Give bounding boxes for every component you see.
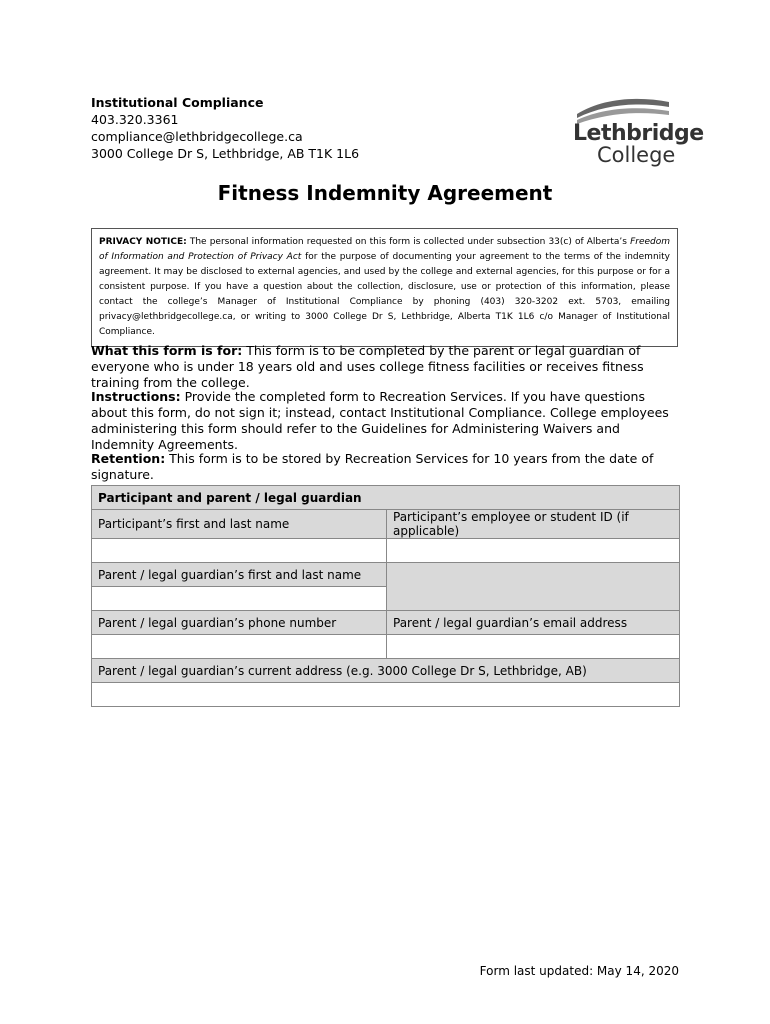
- logo-line1: Lethbridge: [573, 121, 704, 146]
- guardian-email-field[interactable]: [387, 635, 680, 659]
- guardian-phone-label: Parent / legal guardian’s phone number: [92, 611, 387, 635]
- guardian-address-field[interactable]: [92, 683, 680, 707]
- instructions-text: Provide the completed form to Recreation Services. If you have questions about this form, do not sign it; instead, contact Institutional Compliance. College employees administering this form should refer to the Guidelines for Administering Waivers and Indemnity Agreements.: [91, 389, 669, 452]
- page-title: Fitness Indemnity Agreement: [217, 181, 553, 205]
- purpose-paragraph: [91, 343, 683, 391]
- contact-org: Institutional Compliance: [91, 95, 264, 110]
- contact-phone: 403.320.3361: [91, 112, 179, 127]
- privacy-text-1: The personal information requested on this form is collected under subsection 33(c) of Alberta’s: [186, 237, 631, 247]
- blank-gray-cell: [387, 563, 680, 611]
- privacy-act-name: Freedom of Information and Protection of Privacy Act: [99, 237, 671, 262]
- privacy-notice: [91, 228, 678, 347]
- guardian-name-field[interactable]: [92, 587, 387, 611]
- form-section-title: Participant and parent / legal guardian: [92, 486, 680, 510]
- guardian-email-label: Parent / legal guardian’s email address: [387, 611, 680, 635]
- guardian-address-label: Parent / legal guardian’s current address (e.g. 3000 College Dr S, Lethbridge, AB): [92, 659, 680, 683]
- contact-block: [91, 94, 359, 162]
- guardian-phone-field[interactable]: [92, 635, 387, 659]
- privacy-label: PRIVACY NOTICE:: [99, 237, 187, 247]
- logo-line2: College: [597, 143, 676, 167]
- form-updated-date: Form last updated: May 14, 2020: [479, 964, 679, 978]
- purpose-text: This form is to be completed by the parent or legal guardian of everyone who is under 18 years old and uses college fitness facilities or receives fitness training from the college.: [91, 343, 644, 390]
- participant-name-label: Participant’s first and last name: [92, 510, 387, 539]
- privacy-text-2: for the purpose of documenting your agreement to the terms of the indemnity agreement. It may be disclosed to external agencies, and used by the college and external agencies, for this purpose or for a consistent purpose. If you have a question about the collection, disclosure, use or protection of this information, please contact the college’s Manager of Institutional Compliance by phoning (403) 320-3202 ext. 5703, emailing privacy@lethbridgecollege.ca, or writing to 3000 College Dr S, Lethbridge, Alberta T1K 1L6 c/o Manager of Institutional Compliance.: [99, 252, 671, 337]
- retention-paragraph: [91, 451, 683, 483]
- contact-address: 3000 College Dr S, Lethbridge, AB T1K 1L6: [91, 146, 360, 161]
- purpose-label: What this form is for:: [91, 343, 243, 358]
- retention-text: This form is to be stored by Recreation Services for 10 years from the date of signature.: [91, 451, 654, 482]
- participant-name-field[interactable]: [92, 539, 387, 563]
- participant-id-field[interactable]: [387, 539, 680, 563]
- instructions-label: Instructions:: [91, 389, 181, 404]
- guardian-name-label: Parent / legal guardian’s first and last name: [92, 563, 387, 587]
- instructions-paragraph: [91, 389, 683, 453]
- participant-id-label: Participant’s employee or student ID (if applicable): [387, 510, 680, 539]
- retention-label: Retention:: [91, 451, 166, 466]
- logo-wave-icon: [573, 94, 673, 124]
- participant-form-table: [91, 485, 680, 707]
- contact-email: compliance@lethbridgecollege.ca: [91, 129, 303, 144]
- college-logo: [573, 94, 704, 167]
